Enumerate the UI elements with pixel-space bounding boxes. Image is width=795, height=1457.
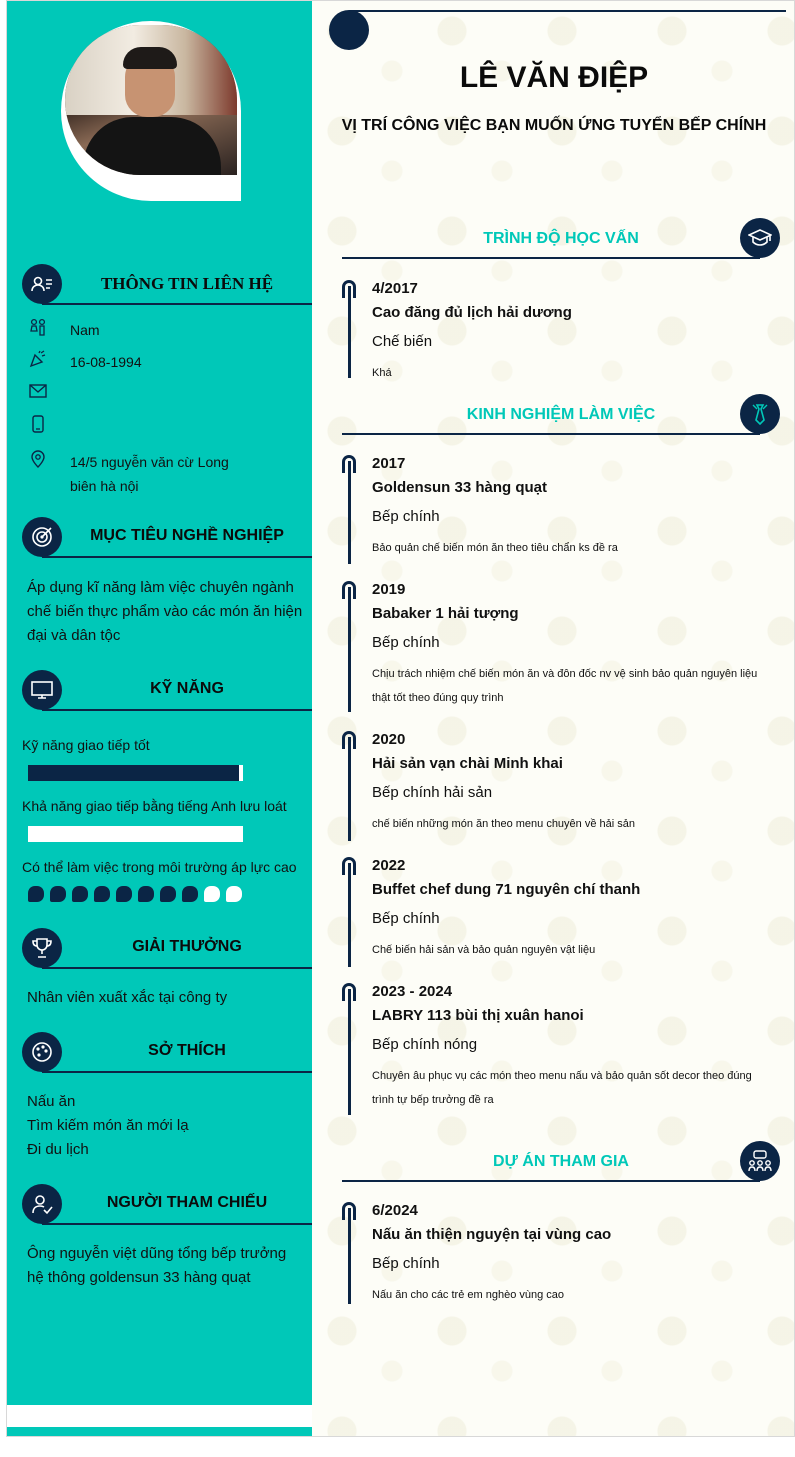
experience-heading	[342, 394, 780, 436]
contact-email[interactable]	[70, 382, 250, 400]
experience-entry	[342, 983, 762, 1113]
education-entry	[342, 280, 762, 380]
avatar-frame	[61, 21, 241, 201]
desired-position: VỊ TRÍ CÔNG VIỆC BẠN MUỐN ỨNG TUYỂN BẾP CHÍNH	[341, 117, 767, 134]
experience-entry	[342, 455, 762, 565]
skill-label: Kỹ năng giao tiếp tốt	[22, 737, 150, 753]
contact-heading	[22, 264, 312, 304]
contact-gender: Nam	[70, 322, 100, 338]
entry-date: 2022	[372, 857, 406, 874]
entry-date: 2019	[372, 581, 406, 598]
entry-role: Bếp chính hải sản	[372, 784, 493, 801]
references-heading	[22, 1184, 312, 1224]
skill-dot	[182, 886, 198, 902]
skill-dots	[28, 886, 242, 902]
project-entry	[342, 1202, 762, 1312]
skill-bar-fill	[28, 765, 239, 781]
projects-heading	[342, 1141, 780, 1183]
skill-dot	[94, 886, 110, 902]
entry-role: Chế biến	[372, 333, 433, 350]
entry-organization: Nấu ăn thiện nguyện tại vùng cao	[372, 1226, 612, 1243]
entry-organization: Hải sản vạn chài Minh khai	[372, 755, 563, 772]
user-check-icon	[22, 1184, 62, 1224]
projects-heading-text: DỰ ÁN THAM GIA	[493, 1153, 629, 1170]
mobile-phone-icon	[29, 415, 47, 433]
candidate-name: LÊ VĂN ĐIỆP	[459, 61, 649, 94]
skills-heading-text: KỸ NĂNG	[150, 680, 224, 697]
awards-heading-text: GIẢI THƯỞNG	[132, 938, 242, 955]
entry-date: 6/2024	[372, 1202, 418, 1219]
skill-dot	[28, 886, 44, 902]
sidebar-footer-strip	[7, 1427, 312, 1437]
cv-page	[6, 0, 795, 1437]
awards-heading	[22, 928, 312, 968]
entry-description: Chế biến hải sản và bảo quản nguyên vật liệu	[372, 944, 596, 956]
contact-phone-row	[29, 415, 250, 433]
objective-text: Áp dụng kĩ năng làm việc chuyên ngành chế biến thực phẩm vào các món ăn hiện đại và dân tộc	[27, 579, 303, 644]
avatar	[65, 25, 237, 175]
experience-entry	[342, 581, 762, 711]
entry-date: 2020	[372, 731, 406, 748]
skill-dot	[204, 886, 220, 902]
main-column	[312, 1, 795, 1437]
contact-address: 14/5 nguyễn văn cừ Long biên hà nội	[70, 454, 229, 494]
entry-description: Bảo quản chế biến món ăn theo tiêu chẩn ks đề ra	[372, 542, 618, 554]
gender-icon	[29, 318, 47, 336]
skill-label: Khả năng giao tiếp bằng tiếng Anh lưu loát	[22, 798, 287, 814]
skill-dot	[138, 886, 154, 902]
necktie-icon	[740, 394, 780, 434]
entry-description: Khá	[372, 367, 392, 379]
entry-date: 2023 - 2024	[372, 983, 453, 1000]
entry-date: 4/2017	[372, 280, 418, 297]
contact-gender-row	[29, 318, 250, 342]
awards-text: Nhân viên xuất xắc tại công ty	[27, 989, 228, 1006]
hobby-item: Đi du lịch	[27, 1141, 89, 1158]
skill-dot	[226, 886, 242, 902]
entry-description: Nấu ăn cho các trẻ em nghèo vùng cao	[372, 1289, 565, 1301]
entry-organization: Babaker 1 hải tượng	[372, 605, 519, 622]
hobbies-heading	[22, 1032, 312, 1072]
experience-heading-text: KINH NGHIỆM LÀM VIỆC	[466, 406, 656, 423]
entry-organization: Cao đăng đủ lịch hải dương	[372, 304, 572, 321]
skill-bar	[28, 826, 243, 842]
entry-role: Bếp chính	[372, 634, 440, 651]
experience-entry	[342, 731, 762, 841]
objective-heading-text: MỤC TIÊU NGHỀ NGHIỆP	[90, 527, 284, 544]
contact-birthday: 16-08-1994	[70, 354, 142, 370]
entry-organization: LABRY 113 bùi thị xuân hanoi	[372, 1007, 584, 1024]
entry-role: Bếp chính	[372, 508, 440, 525]
entry-organization: Buffet chef dung 71 nguyên chí thanh	[372, 881, 641, 898]
envelope-icon	[29, 382, 47, 400]
contact-card-icon	[22, 264, 62, 304]
entry-date: 2017	[372, 455, 406, 472]
education-heading-text: TRÌNH ĐỘ HỌC VẤN	[483, 230, 639, 247]
trophy-icon	[22, 928, 62, 968]
skill-dot	[116, 886, 132, 902]
party-popper-icon	[29, 350, 47, 368]
experience-entry	[342, 857, 762, 967]
target-icon	[22, 517, 62, 557]
entry-role: Bếp chính nóng	[372, 1036, 478, 1053]
education-heading	[342, 218, 780, 260]
hobby-item: Nấu ăn	[27, 1093, 76, 1110]
entry-role: Bếp chính	[372, 1255, 440, 1272]
hobby-item: Tìm kiếm món ăn mới lạ	[27, 1117, 189, 1134]
entry-description: Chuyên âu phục vụ các món theo menu nấu và bảo quản sốt decor theo đúng trình tự bếp trưởng đề ra	[372, 1070, 752, 1106]
entry-organization: Goldensun 33 hàng quạt	[372, 479, 548, 496]
palette-icon	[22, 1032, 62, 1072]
sidebar	[7, 1, 312, 1405]
graduation-cap-icon	[740, 218, 780, 258]
skill-dot	[160, 886, 176, 902]
hobbies-heading-text: SỞ THÍCH	[148, 1042, 226, 1059]
skill-dot	[72, 886, 88, 902]
location-pin-icon	[29, 450, 47, 468]
skills-heading	[22, 670, 312, 710]
skill-dot	[50, 886, 66, 902]
contact-address-row	[29, 450, 250, 498]
monitor-icon	[22, 670, 62, 710]
entry-description: chế biến những món ăn theo menu chuyên về hải sản	[372, 818, 635, 830]
references-text: Ông nguyễn việt dũng tổng bếp trưởng hệ thông goldensun 33 hàng quạt	[27, 1245, 287, 1286]
team-meeting-icon	[740, 1141, 780, 1181]
contact-email-row	[29, 382, 250, 400]
entry-description: Chịu trách nhiệm chế biến món ăn và đôn đốc nv vệ sinh bảo quản nguyên liệu thật tốt theo đúng quy trình	[372, 668, 758, 704]
contact-heading-text: THÔNG TIN LIÊN HỆ	[100, 274, 274, 293]
top-divider	[349, 10, 786, 12]
hobbies-list	[27, 1090, 307, 1162]
skill-label: Có thể làm việc trong môi trường áp lực cao	[22, 859, 297, 875]
contact-birthday-row	[29, 350, 250, 374]
references-heading-text: NGƯỜI THAM CHIẾU	[106, 1194, 268, 1211]
corner-decoration	[329, 10, 369, 50]
skill-bar	[28, 765, 243, 781]
contact-phone[interactable]	[70, 415, 250, 433]
entry-role: Bếp chính	[372, 910, 440, 927]
objective-heading	[22, 517, 312, 557]
